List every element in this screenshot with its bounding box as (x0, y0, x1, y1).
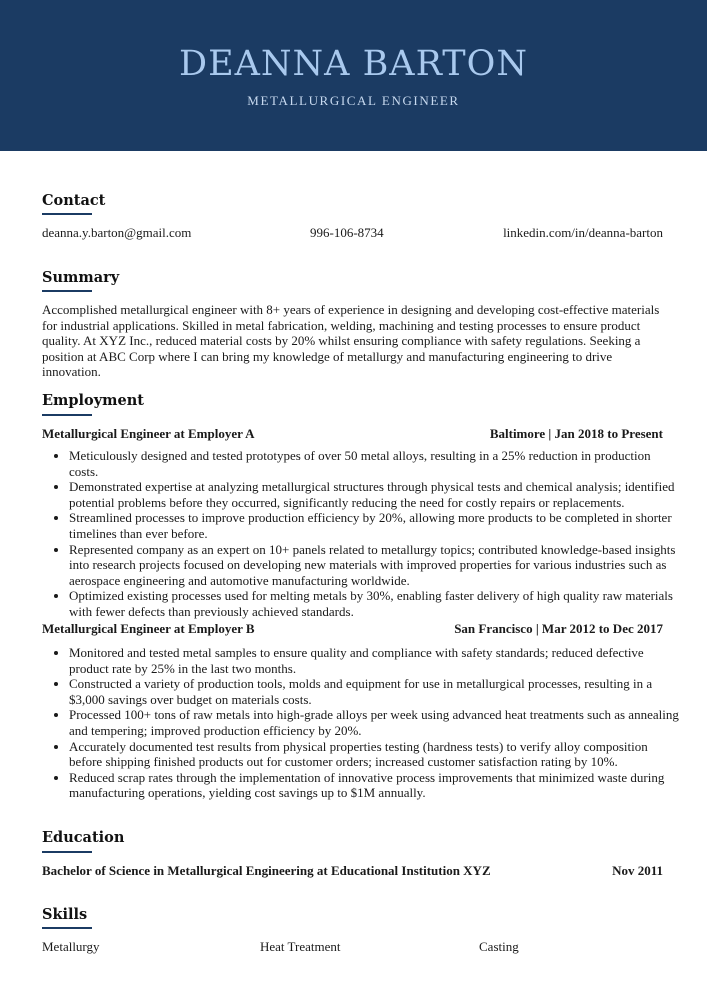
skill-item: Heat Treatment (260, 939, 341, 954)
list-item: • Reduced scrap rates through the implementation of innovative process improvements that minimized waste during manufacturing operations, yielding cost savings up to $1M annually. (69, 770, 680, 801)
list-item: • Meticulously designed and tested prototypes of over 50 metal alloys, resulting in a 25% reduction in production costs. (69, 448, 680, 479)
summary-underline (42, 290, 92, 292)
education-degree: Bachelor of Science in Metallurgical Engineering at Educational Institution XYZ (42, 863, 491, 878)
list-item: • Monitored and tested metal samples to ensure quality and compliance with safety standards; reduced defective product rate by 25% in the last two months. (69, 645, 680, 676)
job-role: Metallurgical Engineer at Employer B (42, 621, 255, 636)
employment-underline (42, 414, 92, 416)
skill-item: Casting (479, 939, 519, 954)
list-item: • Accurately documented test results from physical properties testing (hardness tests) to verify alloy composition before shipping finished products out for customer orders; increased customer satisfaction rating by 10%. (69, 739, 680, 770)
education-heading: Education (42, 829, 125, 846)
job-bullets (52, 448, 680, 620)
resume-header (0, 0, 707, 151)
list-item: • Represented company as an expert on 10+ panels related to metallurgy topics; contributed knowledge-based insights into research projects focused on developing new materials with improved properties for various industries such as aerospace engineering and automotive manufacturing worldwide. (69, 542, 680, 589)
education-date: Nov 2011 (612, 863, 663, 878)
list-item: • Processed 100+ tons of raw metals into high-grade alloys per week using advanced heat treatments such as annealing and tempering; improved production efficiency by 20%. (69, 707, 680, 738)
education-row (42, 863, 663, 878)
job-bullets (52, 645, 680, 801)
contact-row (42, 225, 663, 240)
job-header (42, 621, 663, 636)
contact-underline (42, 213, 92, 215)
summary-text: Accomplished metallurgical engineer with 8+ years of experience in designing and developing cost-effective materials for industrial applications. Skilled in metal fabrication, welding, machining and testing processes to ensure product quality. At XYZ Inc., reduced material costs by 20% whilst ensuring compliance with safety regulations. Seeking a position at ABC Corp where I can bring my knowledge of metallurgy and manufacturing engineering to drive innovation. (42, 302, 660, 380)
list-item: • Streamlined processes to improve production efficiency by 20%, allowing more products to be completed in shorter timelines than ever before. (69, 510, 680, 541)
contact-email[interactable]: deanna.y.barton@gmail.com (42, 225, 192, 240)
list-item: • Optimized existing processes used for melting metals by 30%, enabling faster delivery of high quality raw materials with fewer defects than previously achieved standards. (69, 588, 680, 619)
contact-heading: Contact (42, 192, 106, 209)
job-header (42, 426, 663, 441)
job-meta: Baltimore | Jan 2018 to Present (489, 426, 663, 441)
education-underline (42, 851, 92, 853)
contact-phone[interactable]: 996-106-8734 (310, 225, 384, 240)
candidate-title: METALLURGICAL ENGINEER (247, 93, 460, 108)
candidate-name: DEANNA BARTON (179, 44, 528, 84)
job-meta: San Francisco | Mar 2012 to Dec 2017 (454, 621, 663, 636)
summary-heading: Summary (42, 269, 120, 286)
contact-linkedin[interactable]: linkedin.com/in/deanna-barton (503, 225, 663, 240)
list-item: • Demonstrated expertise at analyzing metallurgical structures through physical tests and chemical analysis; identified potential problems before they occurred, significantly reducing the need for costly repairs or replacements. (69, 479, 680, 510)
employment-heading: Employment (42, 392, 144, 409)
skills-underline (42, 927, 92, 929)
list-item: • Constructed a variety of production tools, molds and equipment for use in metallurgical processes, resulting in a $3,000 savings over budget on materials costs. (69, 676, 680, 707)
skill-item: Metallurgy (42, 939, 100, 954)
job-role: Metallurgical Engineer at Employer A (42, 426, 255, 441)
skills-heading: Skills (42, 906, 88, 923)
